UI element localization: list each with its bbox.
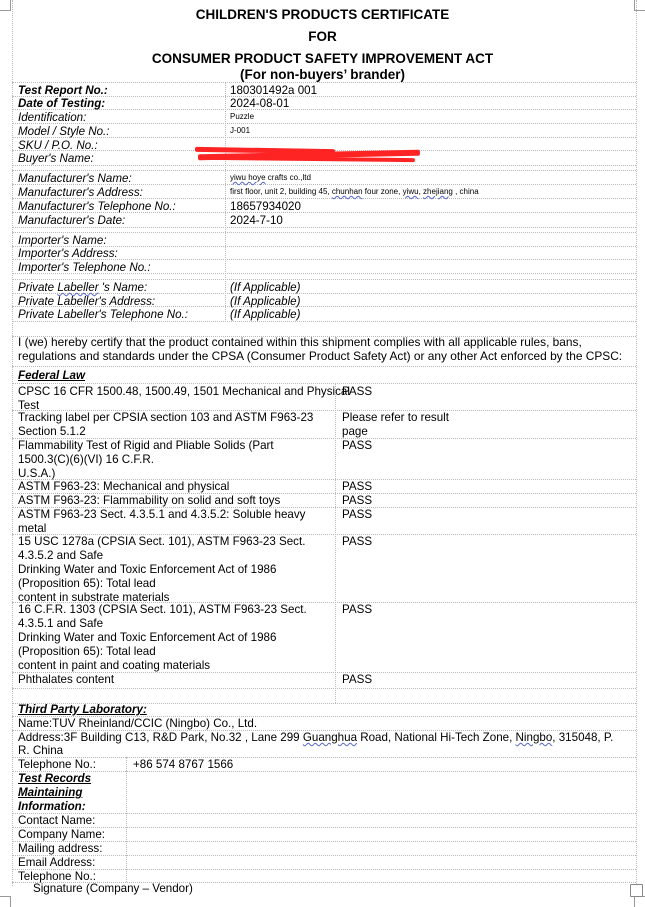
- sep: [12, 366, 636, 367]
- federal-row-separator: [12, 672, 636, 673]
- left-margin-line: [12, 0, 13, 886]
- sep: [12, 827, 636, 828]
- sep: [12, 321, 636, 322]
- federal-law-item-line: Test: [18, 399, 40, 412]
- title-line-3: CONSUMER PRODUCT SAFETY IMPROVEMENT ACT: [151, 51, 494, 66]
- test-report-label: Test Report No.:: [18, 84, 108, 97]
- lab-address-part: Ningbo: [515, 731, 553, 744]
- sep: [12, 855, 636, 856]
- federal-law-item-line: CPSC 16 CFR 1500.48, 1500.49, 1501 Mechanical and Physical: [18, 385, 350, 398]
- federal-law-item-line: Tracking label per CPSIA section 103 and ASTM F963-23: [18, 411, 314, 424]
- sep: [12, 123, 636, 124]
- sep: [12, 165, 636, 166]
- federal-law-item-line: (Proposition 65): Total lead: [18, 645, 156, 658]
- company-name-label: Company Name:: [18, 828, 105, 841]
- federal-law-item-line: Flammability Test of Rigid and Pliable Solids (Part: [18, 439, 274, 452]
- title-line-4: (For non-buyers’ brander): [239, 67, 405, 82]
- federal-row-separator: [12, 410, 636, 411]
- manufacturer-address-part: zhejiang: [423, 187, 453, 196]
- crop-mark-bottom-right: [634, 896, 645, 907]
- federal-row-separator: [12, 493, 636, 494]
- title-line-1: CHILDREN'S PRODUCTS CERTIFICATE: [195, 7, 450, 22]
- federal-law-item-line: Section 5.1.2: [18, 425, 86, 438]
- model-style-value: J-001: [230, 126, 251, 135]
- manufacturer-name-part: yiwu hoye: [230, 173, 266, 182]
- lab-name: Name:TUV Rheinland/CCIC (Ningbo) Co., Ltd.: [18, 717, 258, 730]
- federal-law-result: PASS: [342, 673, 373, 686]
- title-line-2: FOR: [308, 29, 337, 44]
- redaction-mark: [205, 156, 415, 162]
- federal-row-separator: [12, 534, 636, 535]
- sep: [12, 232, 636, 233]
- federal-law-result: PASS: [342, 535, 373, 548]
- lab-address-part: Address:3F Building C13, R&D Park, No.32 , Lane 299: [18, 731, 303, 744]
- labeller-address-value: (If Applicable): [230, 295, 301, 308]
- lab-heading: Third Party Laboratory:: [18, 703, 147, 716]
- email-address-label: Email Address:: [18, 856, 96, 869]
- manufacturer-date-label: Manufacturer's Date:: [18, 214, 126, 227]
- records-heading-1: Test Records: [18, 772, 92, 785]
- manufacturer-address-part: chunhan: [331, 187, 363, 196]
- federal-law-item-line: metal: [18, 522, 47, 535]
- federal-law-result: PASS: [342, 480, 373, 493]
- sep: [12, 757, 636, 758]
- crop-mark-bottom-left: [0, 896, 11, 907]
- lab-address-line-1: [18, 731, 613, 744]
- federal-column-divider: [335, 383, 336, 703]
- manufacturer-phone-label: Manufacturer's Telephone No.:: [18, 200, 176, 213]
- contact-name-label: Contact Name:: [18, 814, 96, 827]
- federal-law-item-line: 1500.3(C)(6)(VI) 16 C.F.R.: [18, 453, 154, 466]
- federal-law-result: Please refer to result: [342, 411, 449, 424]
- importer-phone-label: Importer's Telephone No.:: [18, 261, 151, 274]
- identification-value: Puzzle: [230, 112, 255, 121]
- federal-law-item-line: 16 C.F.R. 1303 (CPSIA Sect. 101), ASTM F963-23 Sect.: [18, 603, 307, 616]
- manufacturer-address-part: first floor, unit 2, building 45,: [230, 187, 332, 196]
- federal-law-item-line: content in paint and coating materials: [18, 659, 211, 672]
- lab-phone-divider: [126, 757, 127, 771]
- federal-law-item-line: ASTM F963-23: Mechanical and physical: [18, 480, 230, 493]
- importer-name-label: Importer's Name:: [18, 234, 107, 247]
- sep: [12, 869, 636, 870]
- sep: [12, 170, 636, 171]
- federal-law-item-line: content in substrate materials: [18, 591, 170, 604]
- records-phone-label: Telephone No.:: [18, 870, 96, 883]
- mailing-address-label: Mailing address:: [18, 842, 103, 855]
- sep: [12, 841, 636, 842]
- federal-law-result: PASS: [342, 385, 373, 398]
- federal-law-result: page: [342, 425, 368, 438]
- federal-law-result: PASS: [342, 508, 373, 521]
- sku-po-label: SKU / P.O. No.:: [18, 139, 98, 152]
- sep: [12, 383, 636, 384]
- sep: [12, 227, 636, 228]
- federal-law-heading: Federal Law: [18, 369, 86, 382]
- lab-phone-label: Telephone No.:: [18, 758, 96, 771]
- labeller-name-value: (If Applicable): [230, 281, 301, 294]
- federal-law-item-line: (Proposition 65): Total lead: [18, 577, 156, 590]
- test-report-value: 180301492a 001: [230, 84, 318, 97]
- federal-law-item-line: 4.3.5.1 and Safe: [18, 617, 104, 630]
- labeller-name-part: Labeller: [57, 281, 99, 294]
- buyer-name-label: Buyer's Name:: [18, 152, 94, 165]
- importer-address-label: Importer's Address:: [18, 247, 118, 260]
- sep: [12, 279, 636, 280]
- manufacturer-date-value: 2024-7-10: [230, 214, 283, 227]
- manufacturer-address-part: , china: [452, 187, 479, 196]
- date-of-testing-value: 2024-08-01: [230, 97, 290, 110]
- manufacturer-address-part: ,: [418, 187, 424, 196]
- manufacturer-name-label: Manufacturer's Name:: [18, 172, 132, 185]
- federal-law-result: PASS: [342, 439, 373, 452]
- date-of-testing-label: Date of Testing:: [18, 97, 106, 110]
- federal-row-separator: [12, 479, 636, 480]
- labeller-name-part: Private: [18, 281, 58, 294]
- right-margin-line: [636, 0, 637, 886]
- sep: [12, 813, 636, 814]
- federal-law-result: PASS: [342, 603, 373, 616]
- records-heading-2: Maintaining: [18, 786, 83, 799]
- federal-law-item-line: Drinking Water and Toxic Enforcement Act of 1986: [18, 631, 277, 644]
- federal-law-item-line: 4.3.5.2 and Safe: [18, 549, 104, 562]
- manufacturer-address-part: yiwu: [402, 187, 419, 196]
- certify-line-1: I (we) hereby certify that the product contained within this shipment complies with all applicable rules, bans,: [18, 335, 582, 349]
- model-style-label: Model / Style No.:: [18, 125, 110, 138]
- federal-law-item-line: ASTM F963-23: Flammability on solid and soft toys: [18, 494, 281, 507]
- lab-address-part: Guanghua: [302, 731, 358, 744]
- info-column-divider: [225, 82, 226, 322]
- identification-label: Identification:: [18, 111, 87, 124]
- federal-law-item-line: 15 USC 1278a (CPSIA Sect. 101), ASTM F963-23 Sect.: [18, 535, 306, 548]
- signature-label: Signature (Company – Vendor): [33, 882, 193, 895]
- lab-address-part: Road, National Hi-Tech Zone,: [357, 731, 516, 744]
- manufacturer-address-label: Manufacturer's Address:: [18, 186, 143, 199]
- lab-phone-value: +86 574 8767 1566: [133, 758, 234, 771]
- labeller-phone-value: (If Applicable): [230, 308, 301, 321]
- manufacturer-phone-value: 18657934020: [230, 200, 301, 213]
- federal-law-item-line: ASTM F963-23 Sect. 4.3.5.1 and 4.3.5.2: Soluble heavy: [18, 508, 306, 521]
- sep: [12, 771, 636, 772]
- manufacturer-address-value: [230, 187, 479, 197]
- labeller-name-label: [18, 281, 147, 294]
- federal-row-separator: [12, 438, 636, 439]
- sep: [12, 688, 636, 689]
- labeller-phone-label: Private Labeller's Telephone No.:: [18, 308, 188, 321]
- federal-law-item-line: Drinking Water and Toxic Enforcement Act of 1986: [18, 563, 277, 576]
- federal-row-separator: [12, 602, 636, 603]
- manufacturer-name-part: crafts co.,ltd: [265, 173, 311, 182]
- lab-address-line-2: R. China: [18, 744, 64, 757]
- labeller-address-label: Private Labeller's Address:: [18, 295, 156, 308]
- records-heading-3: Information:: [18, 800, 86, 813]
- manufacturer-address-part: four zone,: [362, 187, 403, 196]
- sep: [12, 109, 636, 110]
- lab-address-part: , 315048, P.: [552, 731, 614, 744]
- labeller-name-part: 's Name:: [98, 281, 148, 294]
- sep: [12, 82, 636, 83]
- manufacturer-name-value: [230, 173, 311, 183]
- federal-law-item-line: U.S.A.): [18, 467, 56, 480]
- federal-law-item-line: Phthalates content: [18, 673, 115, 686]
- comment-icon[interactable]: [630, 884, 643, 897]
- federal-row-separator: [12, 507, 636, 508]
- certify-line-2: regulations and standards under the CPSA (Consumer Product Safety Act) or any other Act enforced by the CPSC:: [18, 349, 623, 363]
- federal-law-result: PASS: [342, 494, 373, 507]
